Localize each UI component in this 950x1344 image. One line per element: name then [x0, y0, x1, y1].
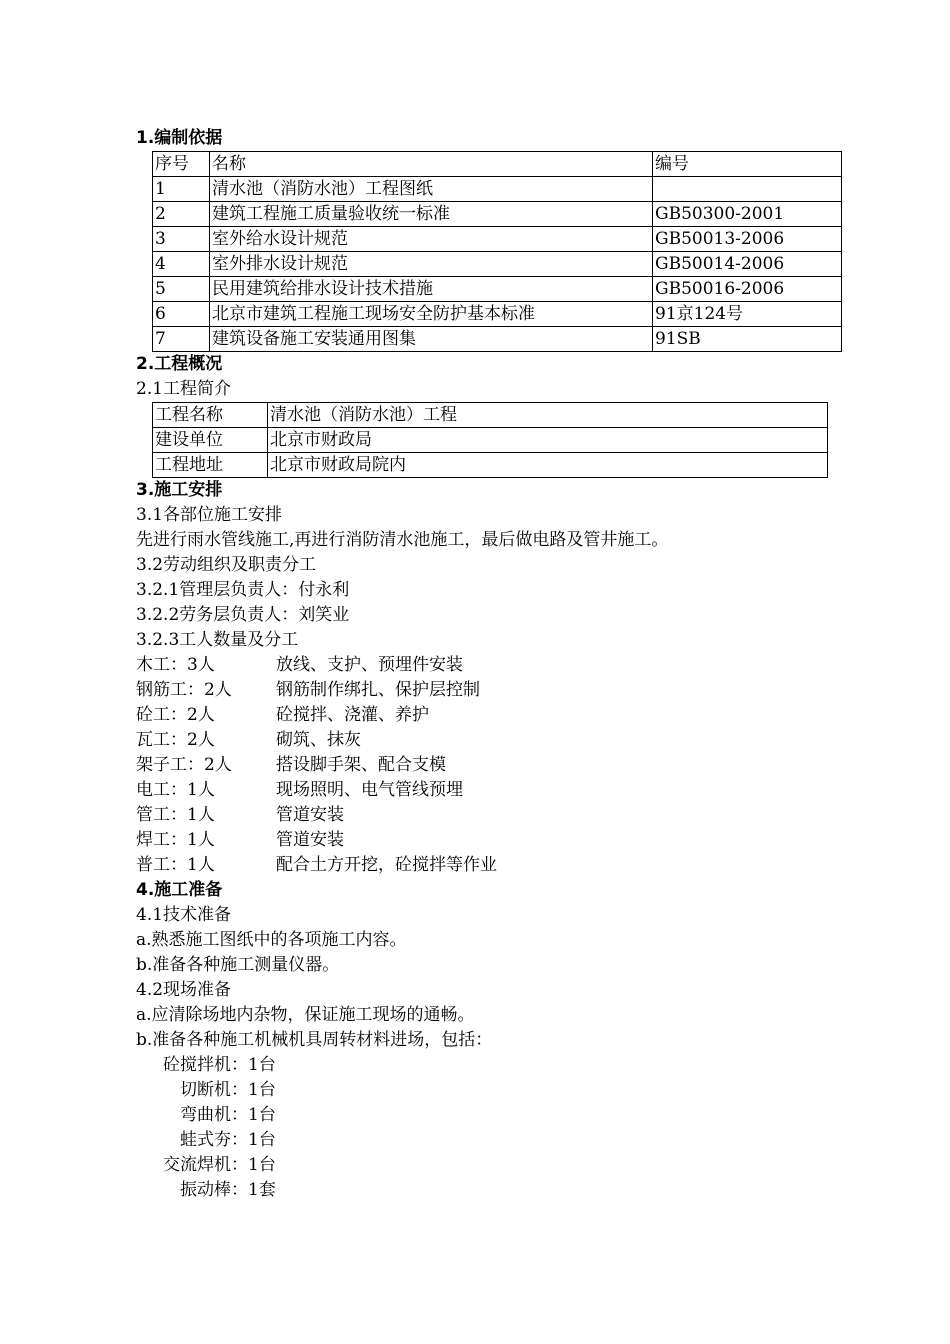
equipment-name: 切断机：	[180, 1080, 248, 1100]
paragraph: 先进行雨水管线施工,再进行消防清水池施工，最后做电路及管井施工。	[136, 530, 669, 550]
worker-duty: 钢筋制作绑扎、保护层控制	[276, 680, 480, 700]
equipment-qty: 1台	[248, 1080, 276, 1100]
table-cell: GB50300-2001	[653, 202, 842, 227]
table-cell: 2	[153, 202, 210, 227]
table-row	[153, 277, 842, 302]
table-cell: 民用建筑给排水设计技术措施	[210, 277, 653, 302]
equipment-row	[136, 1078, 846, 1103]
table-header-cell: 序号	[153, 152, 210, 177]
equipment-qty: 1台	[248, 1105, 276, 1125]
equipment-qty: 1台	[248, 1130, 276, 1150]
table-cell: 6	[153, 302, 210, 327]
worker-duty: 配合土方开挖，砼搅拌等作业	[276, 855, 497, 875]
worker-duty: 砼搅拌、浇灌、养护	[276, 705, 429, 725]
table-cell: 北京市财政局院内	[268, 453, 828, 478]
table-cell: 建设单位	[153, 428, 268, 453]
manager-line: 3.2.1管理层负责人：付永利	[136, 580, 350, 600]
worker-count: 焊工：1人	[136, 830, 215, 850]
subsection-title: 4.1技术准备	[136, 905, 232, 925]
equipment-name: 交流焊机：	[163, 1155, 248, 1175]
equipment-row	[136, 1053, 846, 1078]
table-header-row	[153, 152, 842, 177]
worker-row	[136, 778, 846, 803]
list-item: a.应清除场地内杂物，保证施工现场的通畅。	[136, 1005, 475, 1025]
table-row	[153, 428, 828, 453]
subsection-title: 2.1工程简介	[136, 379, 232, 399]
table-row	[153, 403, 828, 428]
overview-table	[152, 402, 828, 478]
section-1-title: 1.编制依据	[136, 128, 223, 148]
table-cell: 室外排水设计规范	[210, 252, 653, 277]
worker-count: 钢筋工：2人	[136, 680, 232, 700]
table-cell: 北京市建筑工程施工现场安全防护基本标准	[210, 302, 653, 327]
table-cell: 北京市财政局	[268, 428, 828, 453]
subsection-title: 3.1各部位施工安排	[136, 505, 283, 525]
table-row	[153, 252, 842, 277]
equipment-row	[136, 1153, 846, 1178]
section-3-title: 3.施工安排	[136, 480, 223, 500]
section-2-title: 2.工程概况	[136, 354, 223, 374]
worker-count: 架子工：2人	[136, 755, 232, 775]
table-cell: 4	[153, 252, 210, 277]
worker-row	[136, 828, 846, 853]
worker-duty: 管道安装	[276, 830, 344, 850]
table-cell: GB50013-2006	[653, 227, 842, 252]
equipment-name: 砼搅拌机：	[163, 1055, 248, 1075]
table-header-cell: 编号	[653, 152, 842, 177]
equipment-name: 弯曲机：	[180, 1105, 248, 1125]
worker-duty: 放线、支护、预埋件安装	[276, 655, 463, 675]
list-item: b.准备各种施工测量仪器。	[136, 955, 340, 975]
table-row	[153, 453, 828, 478]
worker-row	[136, 753, 846, 778]
worker-count: 普工：1人	[136, 855, 215, 875]
section-4-title: 4.施工准备	[136, 880, 223, 900]
table-cell: 91SB	[653, 327, 842, 352]
worker-row	[136, 803, 846, 828]
worker-count: 管工：1人	[136, 805, 215, 825]
table-row	[153, 302, 842, 327]
worker-duty: 砌筑、抹灰	[276, 730, 361, 750]
subsection-title: 4.2现场准备	[136, 980, 232, 1000]
worker-count: 木工：3人	[136, 655, 215, 675]
worker-duty: 现场照明、电气管线预埋	[276, 780, 463, 800]
worker-row	[136, 653, 846, 678]
labor-lead-line: 3.2.2劳务层负责人：刘笑业	[136, 605, 350, 625]
table-cell: GB50014-2006	[653, 252, 842, 277]
table-cell: 室外给水设计规范	[210, 227, 653, 252]
equipment-qty: 1套	[248, 1180, 276, 1200]
table-cell: 3	[153, 227, 210, 252]
equipment-qty: 1台	[248, 1155, 276, 1175]
document-page	[136, 126, 846, 1203]
equipment-name: 振动棒：	[180, 1180, 248, 1200]
table-row	[153, 227, 842, 252]
equipment-row	[136, 1178, 846, 1203]
worker-heading: 3.2.3工人数量及分工	[136, 630, 299, 650]
table-cell: 建筑工程施工质量验收统一标准	[210, 202, 653, 227]
list-item: a.熟悉施工图纸中的各项施工内容。	[136, 930, 407, 950]
worker-count: 瓦工：2人	[136, 730, 215, 750]
table-cell: 工程名称	[153, 403, 268, 428]
subsection-title: 3.2劳动组织及职责分工	[136, 555, 317, 575]
table-cell: 建筑设备施工安装通用图集	[210, 327, 653, 352]
worker-duty: 管道安装	[276, 805, 344, 825]
worker-duty: 搭设脚手架、配合支模	[276, 755, 446, 775]
worker-row	[136, 703, 846, 728]
table-cell: 清水池（消防水池）工程图纸	[210, 177, 653, 202]
table-cell: 工程地址	[153, 453, 268, 478]
table-header-cell: 名称	[210, 152, 653, 177]
table-cell: 清水池（消防水池）工程	[268, 403, 828, 428]
worker-row	[136, 853, 846, 878]
equipment-name: 蛙式夯：	[180, 1130, 248, 1150]
basis-table	[152, 151, 842, 352]
equipment-qty: 1台	[248, 1055, 276, 1075]
equipment-row	[136, 1103, 846, 1128]
table-cell: 1	[153, 177, 210, 202]
table-cell: 7	[153, 327, 210, 352]
table-row	[153, 327, 842, 352]
table-cell: GB50016-2006	[653, 277, 842, 302]
table-cell	[653, 177, 842, 202]
worker-count: 砼工：2人	[136, 705, 215, 725]
equipment-row	[136, 1128, 846, 1153]
worker-row	[136, 728, 846, 753]
table-cell: 91京124号	[653, 302, 842, 327]
list-item: b.准备各种施工机械机具周转材料进场，包括：	[136, 1030, 493, 1050]
worker-row	[136, 678, 846, 703]
table-cell: 5	[153, 277, 210, 302]
table-row	[153, 177, 842, 202]
table-row	[153, 202, 842, 227]
worker-count: 电工：1人	[136, 780, 215, 800]
